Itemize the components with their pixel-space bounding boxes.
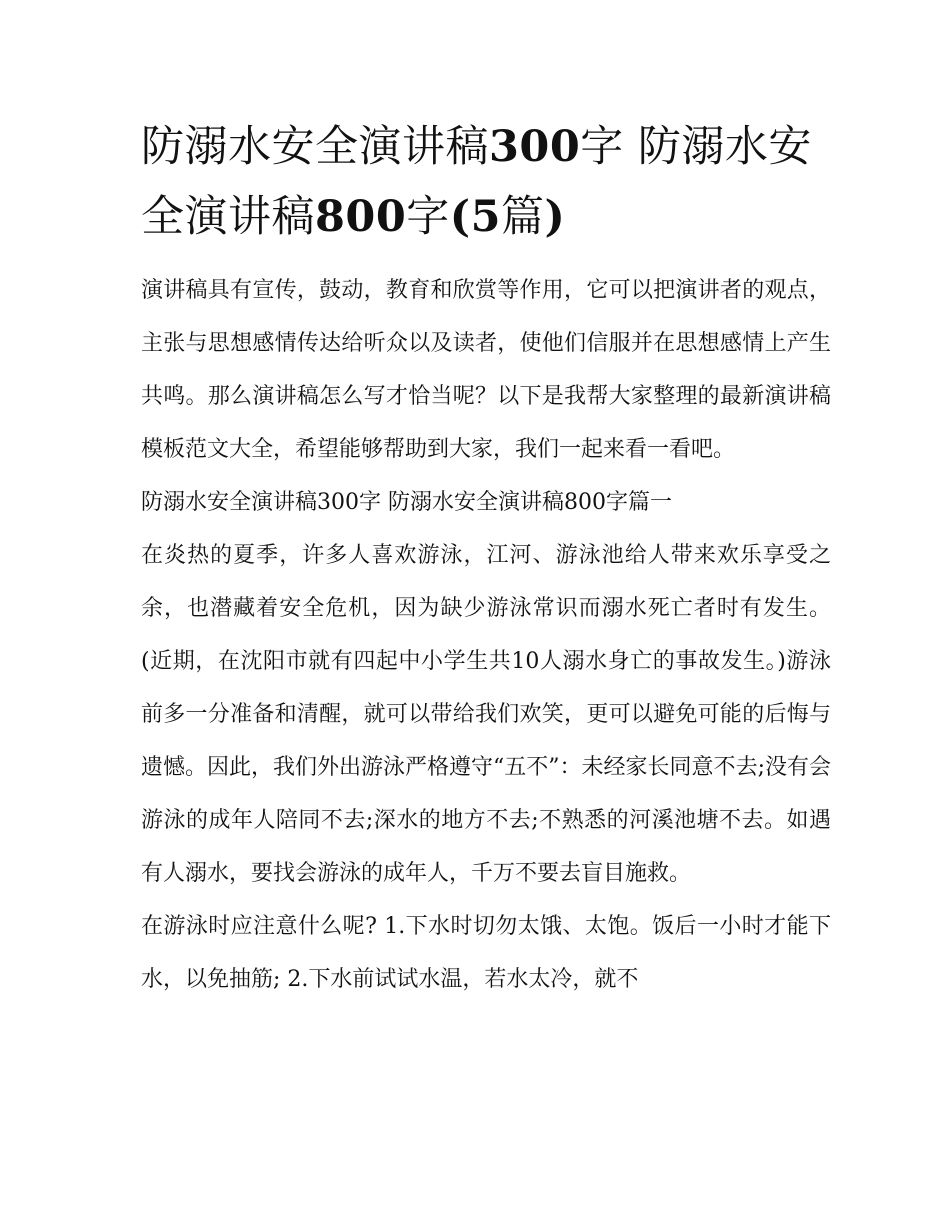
body-paragraph-1: 在炎热的夏季，许多人喜欢游泳，江河、游泳池给人带来欢乐享受之余，也潜藏着安全危机，因为缺少游泳常识而溺水死亡者时有发生。(近期，在沈阳市就有四起中小学生共10人溺水身亡的事故发生。)游泳前多一分准备和清醒，就可以带给我们欢笑，更可以避免可能的后悔与遗憾。因此，我们外出游泳严格遵守“五不”：未经家长同意不去;没有会游泳的成年人陪同不去;深水的地方不去;不熟悉的河溪池塘不去。如遇有人溺水，要找会游泳的成年人，千万不要去盲目施救。 [141,543,831,886]
body-paragraph-2: 在游泳时应注意什么呢? 1.下水时切勿太饿、太饱。饭后一小时才能下水，以免抽筋; 2.下水前试试水温，若水太冷，就不 [141,914,831,992]
section-heading: 防溺水安全演讲稿300字 防溺水安全演讲稿800字篇一 [141,490,672,515]
intro-paragraph: 演讲稿具有宣传，鼓动，教育和欣赏等作用，它可以把演讲者的观点，主张与思想感情传达给听众以及读者，使他们信服并在思想感情上产生共鸣。那么演讲稿怎么写才恰当呢？以下是我帮大家整理的最新演讲稿模板范文大全，希望能够帮助到大家，我们一起来看一看吧。 [141,278,831,462]
document-body [141,112,831,1006]
document-title: 防溺水安全演讲稿300字 防溺水安全演讲稿800字(5篇) [141,122,812,242]
